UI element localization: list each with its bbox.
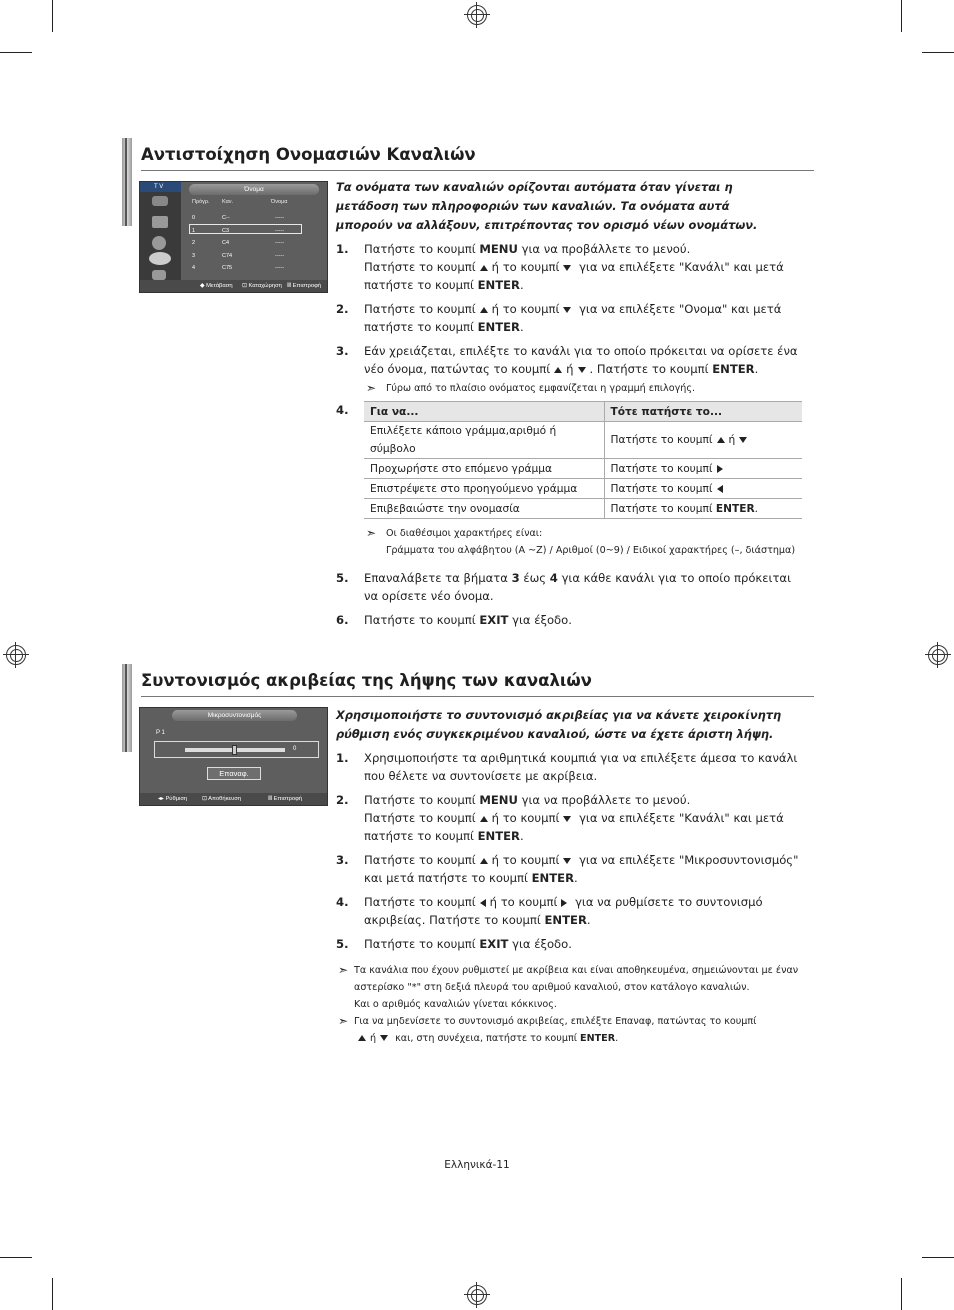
table-cell: Πατήστε το κουμπί <box>604 459 802 479</box>
table-row <box>364 499 802 519</box>
footer-move: ◆ Μετάβαση <box>200 283 233 289</box>
crop-mark <box>0 1257 32 1258</box>
table-row: 4 <box>192 265 196 271</box>
input-icon <box>152 270 166 280</box>
page-number: Ελληνικά-11 <box>444 1159 510 1171</box>
note-arrow-icon: ➣ <box>366 381 377 395</box>
crop-mark <box>901 1278 902 1310</box>
step-3: 3. Εάν χρειάζεται, επιλέξτε το κανάλι για το οποίο πρόκειται να ορίσετε ένα νέο όνομα, πατώντας το κουμπί ή . Πατήστε το κουμπί ENTER. <box>336 344 798 376</box>
osd-prog-column <box>192 212 195 275</box>
section-title: Αντιστοίχηση Ονομασιών Καναλιών <box>141 145 476 164</box>
crop-mark <box>901 0 902 32</box>
table-header: Τότε πατήστε το... <box>604 402 802 422</box>
table-cell: Πατήστε το κουμπί ENTER. <box>604 499 802 519</box>
registration-mark <box>467 5 487 25</box>
table-cell: ----- <box>275 227 285 234</box>
up-arrow-icon <box>480 265 488 271</box>
note-arrow-icon: ➣ <box>338 1014 349 1028</box>
osd-footer <box>140 793 327 805</box>
footer-adjust: ◂▸ Ρύθμιση <box>158 796 188 802</box>
steps-list <box>336 240 806 635</box>
down-arrow-icon <box>563 307 571 313</box>
sound-icon <box>152 216 168 228</box>
notes-block <box>336 962 806 1047</box>
section-rule <box>141 170 814 171</box>
up-arrow-icon <box>554 367 562 373</box>
down-arrow-icon <box>739 437 747 443</box>
down-arrow-icon <box>380 1035 388 1041</box>
table-row: 3 <box>192 252 196 259</box>
table-cell: ----- <box>275 265 285 271</box>
osd-title: Όνομα <box>189 184 319 195</box>
footer-save: ⊡ Αποθήκευση <box>202 796 242 802</box>
setup-icon <box>149 252 171 265</box>
table-cell: C75 <box>222 265 233 271</box>
table-cell: Επιβεβαιώστε την ονομασία <box>364 499 604 519</box>
tune-value: 0 <box>293 746 297 752</box>
osd-name-column <box>275 212 284 275</box>
table-row: 0 <box>192 215 196 221</box>
osd-footer <box>140 280 327 292</box>
step-2: 2. Πατήστε το κουμπί MENU για να προβάλλετε το μενού. Πατήστε το κουμπί ή το κουμπί για να επιλέξετε "Κανάλι" και μετά πατήστε το κουμπί ENTER. <box>336 793 784 843</box>
up-arrow-icon <box>358 1035 366 1041</box>
step-2: 2. Πατήστε το κουμπί ή το κουμπί για να επιλέξετε "Ονομα" και μετά πατήστε το κουμπί ENTER. <box>336 302 782 334</box>
registration-mark <box>928 645 948 665</box>
crop-mark <box>922 1257 954 1258</box>
table-row: 2 <box>192 240 196 246</box>
osd-sidebar <box>140 182 181 281</box>
osd-chan-column <box>222 212 232 275</box>
step-3: 3. Πατήστε το κουμπί ή το κουμπί για να επιλέξετε "Μικροσυντονισμός" και μετά πατήστε το κουμπί ENTER. <box>336 853 799 885</box>
osd-program: P 1 <box>156 730 165 736</box>
note-arrow-icon: ➣ <box>366 526 377 540</box>
actions-table <box>364 401 802 519</box>
footer-return: Ⅲ Επιστροφή <box>268 796 303 802</box>
up-arrow-icon <box>480 307 488 313</box>
step-4: 4. Για να... Τότε πατήστε το... Επιλέξετε κάποιο γράμμα,αριθμό ή σύμβολο Πατήστε το κουμπί ή Προχωρήστε στο επόμενο γράμμα Πατήστε το κουμπί Επιστρέψετε στο προηγούμενο γράμμα Πατήστε το κουμπί Επιβεβαιώστε την ονομασία Πατήστε το κουμπί ENTER. <box>336 401 806 519</box>
down-arrow-icon <box>563 816 571 822</box>
crop-mark <box>52 0 53 32</box>
down-arrow-icon <box>563 265 571 271</box>
table-cell: ----- <box>275 215 285 221</box>
tune-slider-thumb[interactable] <box>232 745 237 755</box>
right-arrow-icon <box>717 465 723 473</box>
up-arrow-icon <box>480 858 488 864</box>
up-arrow-icon <box>717 437 725 443</box>
osd-title: Μικροσυντονισμός <box>172 710 297 721</box>
table-cell: Προχωρήστε στο επόμενο γράμμα <box>364 459 604 479</box>
table-cell: Πατήστε το κουμπί ή <box>604 422 802 459</box>
table-cell: C74 <box>222 252 233 259</box>
section-intro: Τα ονόματα των καναλιών ορίζονται αυτόματα όταν γίνεται η μετάδοση των πληροφοριών των καναλιών. Τα ονόματα αυτά μπορούν να αλλάξουν, επιτρέποντας τον ορισμό νέων ονομάτων. <box>336 180 758 232</box>
step-6: 6. Πατήστε το κουμπί EXIT για έξοδο. <box>336 613 572 627</box>
table-cell: Πατήστε το κουμπί <box>604 479 802 499</box>
steps-list <box>336 749 806 959</box>
right-arrow-icon <box>561 899 567 907</box>
down-arrow-icon <box>578 367 586 373</box>
table-cell: C-- <box>222 215 230 221</box>
step-4: 4. Πατήστε το κουμπί ή το κουμπί για να ρυθμίσετε το συντονισμό ακριβείας. Πατήστε το κουμπί ENTER. <box>336 895 763 927</box>
osd-fine-tune-screen <box>139 707 328 806</box>
tune-slider-track[interactable] <box>185 748 285 752</box>
table-cell: Επιλέξετε κάποιο γράμμα,αριθμό ή σύμβολο <box>364 422 604 459</box>
step-5: 5. Πατήστε το κουμπί EXIT για έξοδο. <box>336 937 572 951</box>
section-bar <box>122 664 132 752</box>
table-row <box>364 459 802 479</box>
left-arrow-icon <box>717 485 723 493</box>
step-1: 1. Χρησιμοποιήστε τα αριθμητικά κουμπιά για να επιλέξετε άμεσα το κανάλι που θέλετε να συντονίσετε με ακρίβεια. <box>336 751 798 783</box>
osd-tv-label: T V <box>140 182 181 192</box>
table-cell: ----- <box>275 240 285 246</box>
table-row: 1 <box>192 227 196 234</box>
section-intro: Χρησιμοποιήστε το συντονισμό ακριβείας για να κάνετε χειροκίνητη ρύθμιση ενός συγκεκριμένου καναλιού, ώστε να έχετε άριστη λήψη. <box>336 708 782 741</box>
crop-mark <box>0 52 32 53</box>
col-prog: Πρόγρ. <box>192 199 210 205</box>
up-arrow-icon <box>480 816 488 822</box>
section-rule <box>141 696 814 697</box>
section-bar <box>122 138 132 226</box>
reset-button[interactable]: Επαναφ. <box>207 767 261 780</box>
registration-mark <box>467 1285 487 1305</box>
note-arrow-icon: ➣ <box>338 963 349 977</box>
table-cell: ----- <box>275 252 285 259</box>
note: ➣ Για να μηδενίσετε το συντονισμό ακριβείας, επιλέξτε Επαναφ, πατώντας το κουμπί ή και, στη συνέχεια, πατήστε το κουμπί ENTER. <box>338 1014 757 1044</box>
table-row <box>364 479 802 499</box>
footer-enter: ⊡ Καταχώρηση <box>242 283 282 289</box>
step-5: 5. Επαναλάβετε τα βήματα 3 έως 4 για κάθε κανάλι για το οποίο πρόκειται να ορίσετε νέο όνομα. <box>336 571 791 603</box>
note: ➣ Τα κανάλια που έχουν ρυθμιστεί με ακρίβεια και είναι αποθηκευμένα, σημειώνονται με έναν αστερίσκο "*" στη δεξιά πλευρά του αριθμού καναλιού, στον κατάλογο καναλιών. Και ο αριθμός καναλιών γίνεται κόκκινος. <box>338 963 799 1010</box>
registration-mark <box>6 645 26 665</box>
footer-return: Ⅲ Επιστροφή <box>287 283 322 289</box>
down-arrow-icon <box>563 858 571 864</box>
table-row <box>364 422 802 459</box>
table-header: Για να... <box>364 402 604 422</box>
table-cell: C3 <box>222 227 230 234</box>
crop-mark <box>922 52 954 53</box>
table-cell: C4 <box>222 240 230 246</box>
left-arrow-icon <box>480 899 486 907</box>
channel-icon <box>152 236 166 250</box>
col-name: Όνομα <box>271 199 288 205</box>
osd-name-screen <box>139 181 328 293</box>
table-cell: Επιστρέψετε στο προηγούμενο γράμμα <box>364 479 604 499</box>
col-chan: Καν. <box>222 199 234 205</box>
selection-box <box>189 224 302 234</box>
step-1: 1. Πατήστε το κουμπί MENU για να προβάλλετε το μενού. Πατήστε το κουμπί ή το κουμπί για να επιλέξετε "Κανάλι" και μετά πατήστε το κουμπί ENTER. <box>336 242 784 292</box>
section-title: Συντονισμός ακριβείας της λήψης των καναλιών <box>141 671 592 690</box>
crop-mark <box>52 1278 53 1310</box>
note: ➣ Γύρω από το πλαίσιο ονόματος εμφανίζεται η γραμμή επιλογής. <box>366 381 696 395</box>
tune-bar-frame <box>154 741 319 758</box>
note: ➣ Οι διαθέσιμοι χαρακτήρες είναι: Γράμματα του αλφάβητου (A ~Z) / Αριθμοί (0~9) / Ειδικοί χαρακτήρες (–, διάστημα) <box>366 526 796 556</box>
picture-icon <box>152 196 168 206</box>
